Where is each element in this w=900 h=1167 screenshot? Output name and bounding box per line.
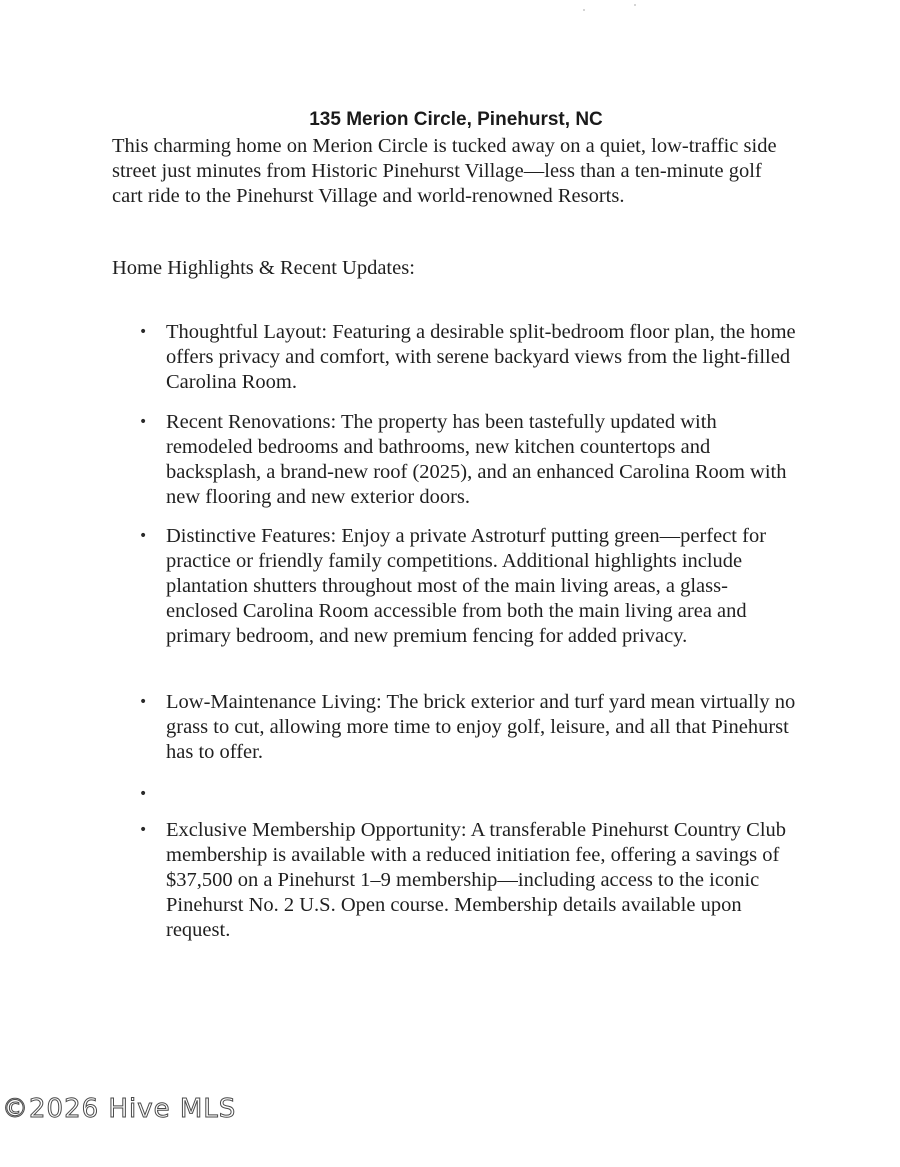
scan-speck xyxy=(634,4,636,6)
list-item-text: Exclusive Membership Opportunity: A transferable Pinehurst Country Club membership is available with a reduced initiation fee, offering a savings of $37,500 on a Pinehurst 1–9 membership—including access to the iconic Pinehurst No. 2 U.S. Open course. Membership details available upon request. xyxy=(166,819,787,941)
section-heading: Home Highlights & Recent Updates: xyxy=(112,257,415,279)
copyright-watermark: ©2026 Hive MLS xyxy=(2,1094,237,1124)
bullet-icon: • xyxy=(139,414,148,430)
bullet-icon: • xyxy=(139,694,148,710)
intro-paragraph: This charming home on Merion Circle is tucked away on a quiet, low-traffic side street just minutes from Historic Pinehurst Village—less than a ten-minute golf cart ride to the Pinehurst Village and world-renowned Resorts. xyxy=(112,135,777,207)
bullet-icon: • xyxy=(139,528,148,544)
bullet-icon: • xyxy=(139,786,148,802)
list-item-text: Thoughtful Layout: Featuring a desirable split-bedroom floor plan, the home offers privacy and comfort, with serene backyard views from the light-filled Carolina Room. xyxy=(166,321,796,393)
bullet-icon: • xyxy=(139,822,148,838)
list-item-text: Distinctive Features: Enjoy a private Astroturf putting green—perfect for practice or friendly family competitions. Additional highlights include plantation shutters throughout most of the main living areas, a glass-enclosed Carolina Room accessible from both the main living area and primary bedroom, and new premium fencing for added privacy. xyxy=(166,525,767,647)
document-title: 135 Merion Circle, Pinehurst, NC xyxy=(309,109,603,130)
scan-speck xyxy=(583,9,585,11)
bullet-icon: • xyxy=(139,324,148,340)
list-item-text: Low-Maintenance Living: The brick exterior and turf yard mean virtually no grass to cut, allowing more time to enjoy golf, leisure, and all that Pinehurst has to offer. xyxy=(166,691,796,763)
list-item-text: Recent Renovations: The property has been tastefully updated with remodeled bedrooms and bathrooms, new kitchen countertops and backsplash, a brand-new roof (2025), and an enhanced Carolina Room with new flooring and new exterior doors. xyxy=(166,411,787,508)
